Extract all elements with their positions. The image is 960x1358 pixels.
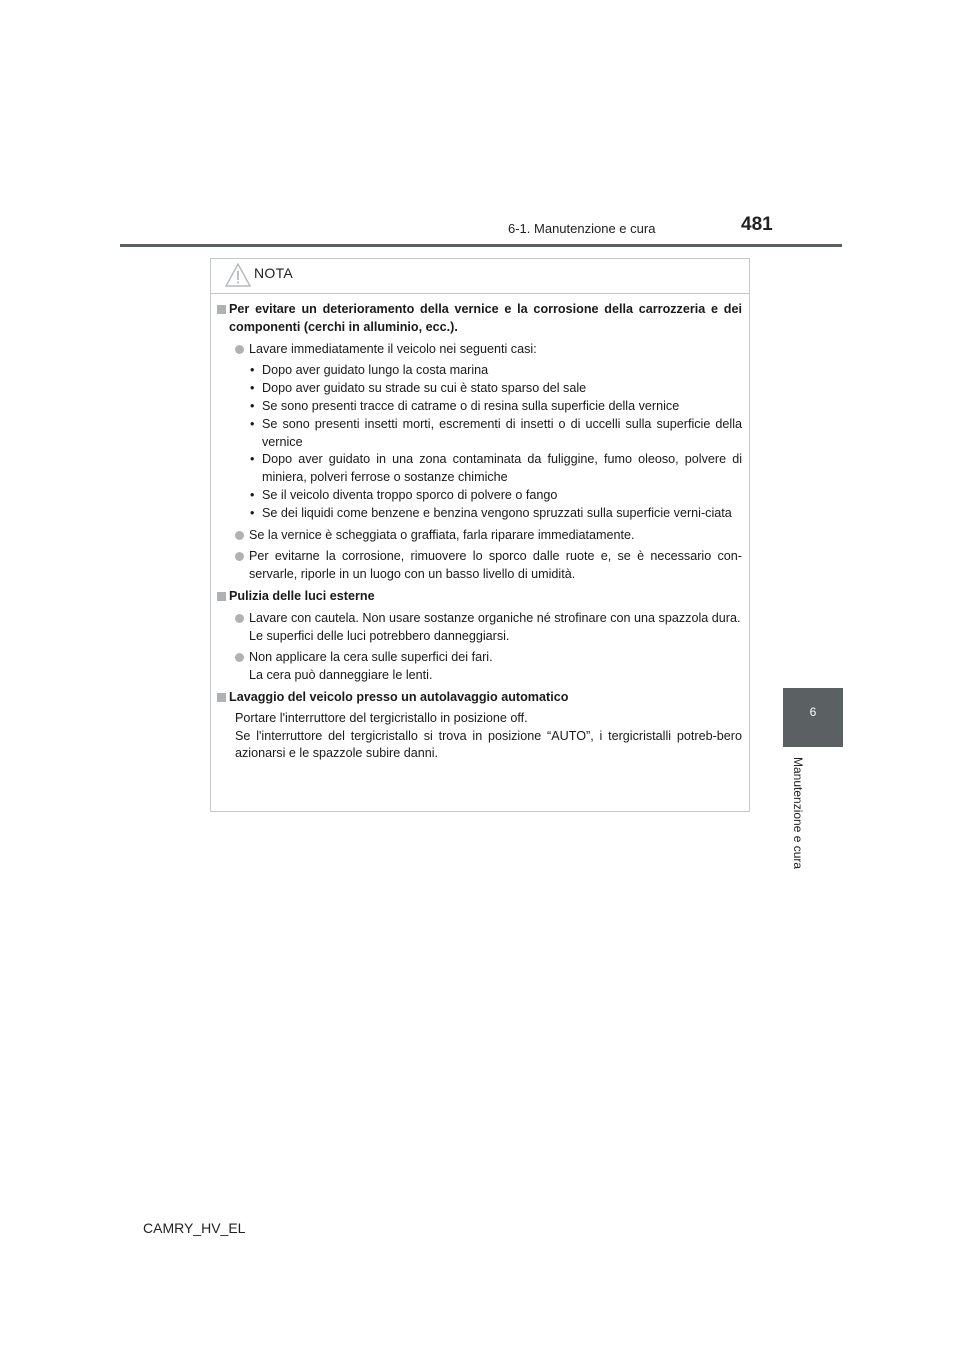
- circle-bullet-icon: [235, 345, 244, 354]
- paragraph: Portare l'interruttore del tergicristallo in posizione off. Se l'interruttore del tergicristallo si trova in posizione “AUTO”, i tergicristalli potreb-bero azionarsi e le spazzole subire danni.: [235, 710, 742, 761]
- document-code: CAMRY_HV_EL: [143, 1220, 246, 1236]
- chapter-number: 6: [809, 705, 817, 719]
- section-title: Pulizia delle luci esterne: [217, 588, 742, 606]
- list-item: • Dopo aver guidato lungo la costa marina: [217, 362, 742, 380]
- notice-header: [211, 259, 749, 294]
- section-car-wash: [217, 689, 742, 763]
- dot-bullet-icon: •: [250, 452, 255, 467]
- dot-bullet-icon: •: [250, 363, 255, 378]
- list-item: • Se sono presenti tracce di catrame o di resina sulla superficie della vernice: [217, 398, 742, 416]
- list-item: Lavare con cautela. Non usare sostanze organiche né strofinare con una spazzola dura. Le superfici delle luci potrebbero danneggiarsi.: [217, 610, 742, 646]
- wash-cases-list: [217, 362, 742, 522]
- notice-box: [210, 258, 750, 812]
- dot-bullet-icon: •: [250, 381, 255, 396]
- square-bullet-icon: [217, 693, 226, 702]
- section-exterior-lights: [217, 588, 742, 685]
- notice-body: [211, 293, 749, 763]
- circle-bullet-icon: [235, 531, 244, 540]
- section-title: Per evitare un deterioramento della vernice e la corrosione della carrozzeria e dei componenti (cerchi in alluminio, ecc.).: [217, 301, 742, 337]
- list-item: • Dopo aver guidato su strade su cui è stato sparso del sale: [217, 380, 742, 398]
- list-item: • Se il veicolo diventa troppo sporco di polvere o fango: [217, 487, 742, 505]
- page-number: 481: [741, 214, 773, 235]
- circle-bullet-icon: [235, 552, 244, 561]
- list-item: Per evitarne la corrosione, rimuovere lo sporco dalle ruote e, se è necessario con-servarle, riporle in un luogo con un basso livello di umidità.: [217, 548, 742, 584]
- header-divider: [120, 244, 842, 247]
- list-item: Lavare immediatamente il veicolo nei seguenti casi:: [217, 341, 742, 359]
- circle-bullet-icon: [235, 653, 244, 662]
- dot-bullet-icon: •: [250, 416, 255, 431]
- chapter-label: Manutenzione e cura: [791, 757, 805, 870]
- list-item: Se la vernice è scheggiata o graffiata, farla riparare immediatamente.: [217, 527, 742, 545]
- warning-triangle-icon: [225, 263, 251, 292]
- list-item: • Se dei liquidi come benzene e benzina vengono spruzzati sulla superficie verni-ciata: [217, 505, 742, 523]
- section-title: Lavaggio del veicolo presso un autolavaggio automatico: [217, 689, 742, 707]
- section-paint-protection: [217, 301, 742, 584]
- dot-bullet-icon: •: [250, 487, 255, 502]
- list-item: • Dopo aver guidato in una zona contaminata da fuliggine, fumo oleoso, polvere di miniera, polveri ferrose o sostanze chimiche: [250, 452, 742, 485]
- list-item: Non applicare la cera sulle superfici dei fari. La cera può danneggiare le lenti.: [217, 649, 742, 685]
- section-header: 6-1. Manutenzione e cura: [508, 221, 656, 236]
- dot-bullet-icon: •: [250, 505, 255, 520]
- square-bullet-icon: [217, 305, 226, 314]
- square-bullet-icon: [217, 592, 226, 601]
- dot-bullet-icon: •: [250, 398, 255, 413]
- notice-title: NOTA: [254, 265, 294, 281]
- circle-bullet-icon: [235, 614, 244, 623]
- chapter-tab[interactable]: [783, 688, 843, 747]
- list-item: • Se sono presenti insetti morti, escrementi di insetti o di uccelli sulla superficie della vernice: [250, 416, 742, 449]
